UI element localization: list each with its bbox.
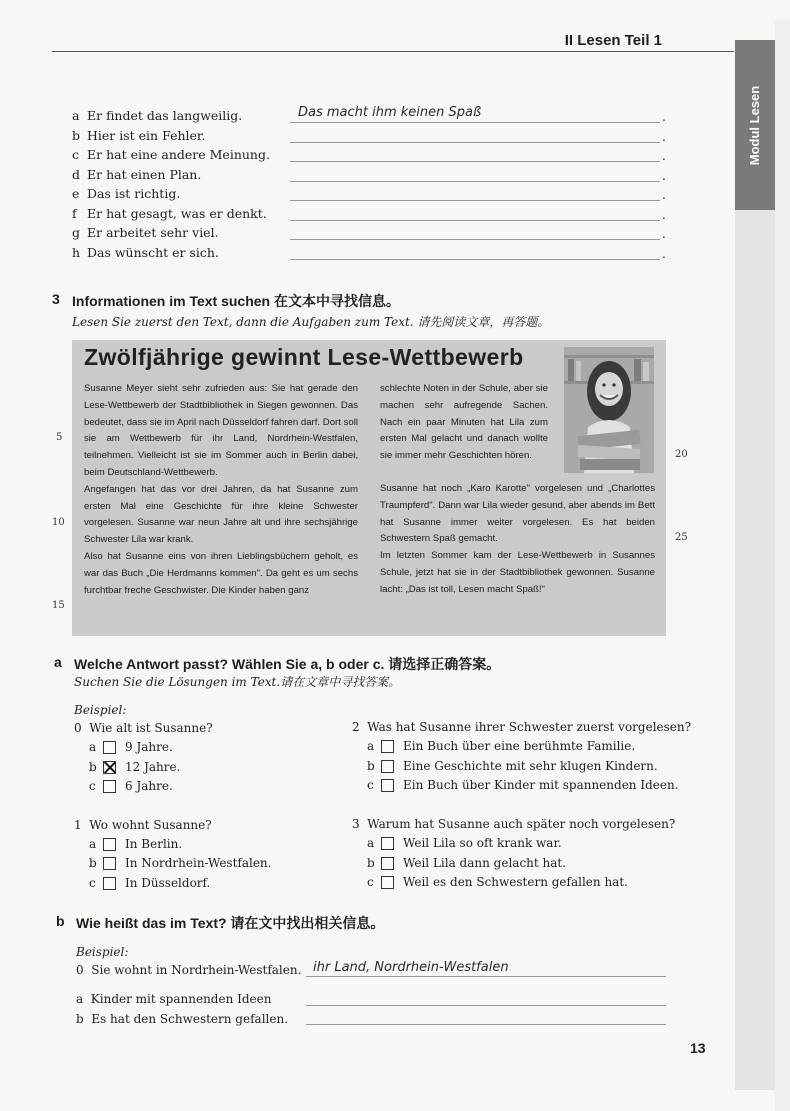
article-photo [564, 347, 654, 473]
checkbox[interactable] [381, 857, 394, 870]
answer-line[interactable] [290, 200, 660, 201]
article-paragraph: Im letzten Sommer kam der Lese-Wettbewerb in Susannes Schule, jetzt hat sie in der Stadtbibliothek gewonnen. Susanne lacht: „Das ist toll, Lesen macht Spaß!" [380, 550, 655, 595]
example-label: Beispiel: [74, 703, 127, 717]
question: 0 Wie alt ist Susanne? [74, 721, 213, 735]
answer-line[interactable] [290, 142, 660, 143]
option[interactable]: b 12 Jahre. [89, 760, 181, 774]
exercise-item: b Hier ist ein Fehler. [72, 128, 206, 143]
answer-line[interactable] [290, 161, 660, 162]
task-a-label: a [54, 654, 62, 670]
question: 3 Warum hat Susanne auch später noch vorgelesen? [352, 817, 676, 831]
checkbox[interactable] [103, 838, 116, 851]
page-number: 13 [690, 1040, 706, 1056]
answer-line[interactable] [290, 181, 660, 182]
task-a-title: Welche Antwort passt? Wählen Sie a, b oder c. 请选择正确答案。 [74, 656, 501, 672]
line-number: 10 [52, 517, 65, 528]
answer-line[interactable] [306, 1024, 666, 1025]
answer-line[interactable] [290, 239, 660, 240]
section-title: Informationen im Text suchen 在文本中寻找信息。 [72, 293, 400, 309]
article-column-2a [380, 381, 548, 465]
task-a-instruction: Suchen Sie die Lösungen im Text.请在文章中寻找答案。 [74, 675, 401, 689]
checkbox[interactable] [381, 876, 394, 889]
answer-line[interactable] [290, 122, 660, 123]
article-paragraph: Susanne hat noch „Karo Karotte" vorgelesen und „Charlottes Traumpferd". Dann war Lila wieder gesund, aber abends im Bett hat Susanne immer weiter vorgelesen. Es hat beiden Schwestern Spaß gemacht. [380, 483, 655, 545]
exercise-item: h Das wünscht er sich. [72, 245, 219, 260]
article-paragraph: Angefangen hat das vor drei Jahren, da hat Susanne zum ersten Mal eine Geschichte für ihre kleine Schwester vorgelesen. Susanne war neun Jahre alt und ihre sechsjährige Schwester Lila war krank. [84, 483, 358, 546]
answer-dot: . [662, 227, 666, 241]
option[interactable]: c In Düsseldorf. [89, 876, 211, 890]
exercise-item: a Er findet das langweilig. [72, 108, 243, 123]
handwritten-answer: Das macht ihm keinen Spaß [298, 105, 482, 120]
example-item: 0 Sie wohnt in Nordrhein-Westfalen. [76, 963, 302, 977]
task-b-item: a Kinder mit spannenden Ideen [76, 992, 272, 1006]
answer-dot: . [662, 208, 666, 222]
checkbox[interactable] [103, 857, 116, 870]
task-b-title: Wie heißt das im Text? 请在文中找出相关信息。 [76, 915, 385, 931]
section-number: 3 [52, 291, 60, 307]
checkbox[interactable] [103, 877, 116, 890]
option[interactable]: c 6 Jahre. [89, 779, 173, 793]
line-number: 25 [675, 532, 688, 543]
answer-dot: . [662, 149, 666, 163]
task-b-label: b [56, 913, 65, 929]
exercise-item: d Er hat einen Plan. [72, 167, 202, 182]
option[interactable]: a In Berlin. [89, 837, 183, 851]
answer-dot: . [662, 130, 666, 144]
checkbox[interactable] [103, 741, 116, 754]
option[interactable]: a 9 Jahre. [89, 740, 173, 754]
option[interactable]: b In Nordrhein-Westfalen. [89, 856, 272, 870]
handwritten-answer: ihr Land, Nordrhein-Westfalen [313, 960, 509, 975]
checkbox[interactable] [381, 837, 394, 850]
exercise-item: e Das ist richtig. [72, 186, 181, 201]
answer-dot: . [662, 110, 666, 124]
answer-dot: . [662, 188, 666, 202]
side-margin-strip [735, 210, 775, 1090]
header-rule [52, 51, 734, 52]
option[interactable]: a Ein Buch über eine berühmte Familie. [367, 739, 636, 753]
question: 1 Wo wohnt Susanne? [74, 818, 212, 832]
checkbox[interactable] [103, 780, 116, 793]
running-title: II Lesen Teil 1 [564, 32, 662, 49]
answer-line [306, 976, 666, 977]
answer-line[interactable] [290, 220, 660, 221]
answer-dot: . [662, 169, 666, 183]
article-paragraph: Susanne Meyer sieht sehr zufrieden aus: Sie hat gerade den Lese-Wettbewerb der Stadtbibliothek in Siegen gewonnen. Das bedeutet, dass sie im April nach Düsseldorf fahren darf. Dort soll sie am Wettbewerb für ihr Land, Nordrhein-Westfalen, teilnehmen. Vielleicht ist sie im Sommer auch in Berlin dabei, beim Deutschland-Wettbewerb. [84, 383, 358, 478]
line-number: 20 [675, 449, 688, 460]
answer-line[interactable] [290, 259, 660, 260]
side-tab-label: Modul Lesen [747, 85, 763, 165]
section-instruction: Lesen Sie zuerst den Text, dann die Aufgaben zum Text. 请先阅读文章，再答题。 [72, 315, 550, 329]
option[interactable]: b Weil Lila dann gelacht hat. [367, 856, 567, 870]
answer-line[interactable] [306, 1005, 666, 1006]
example-label: Beispiel: [76, 945, 129, 959]
checkbox[interactable] [381, 760, 394, 773]
exercise-item: c Er hat eine andere Meinung. [72, 147, 270, 162]
checkbox[interactable] [381, 740, 394, 753]
checkbox[interactable] [381, 779, 394, 792]
task-b-item: b Es hat den Schwestern gefallen. [76, 1012, 289, 1026]
option[interactable]: b Eine Geschichte mit sehr klugen Kindern. [367, 759, 658, 773]
girl-photo-illustration [564, 347, 654, 473]
article-paragraph: Also hat Susanne eins von ihren Lieblingsbüchern geholt, es war das Buch „Die Herdmanns kommen". Da geht es um sechs furchtbar freche Geschwister. Die Kinder haben ganz [84, 550, 358, 596]
article-column-2b [380, 481, 655, 599]
option[interactable]: c Ein Buch über Kinder mit spannenden Ideen. [367, 778, 679, 792]
answer-dot: . [662, 247, 666, 261]
exercise-item: f Er hat gesagt, was er denkt. [72, 206, 267, 221]
exercise-item: g Er arbeitet sehr viel. [72, 225, 219, 240]
page-edge [775, 20, 790, 1111]
question: 2 Was hat Susanne ihrer Schwester zuerst vorgelesen? [352, 720, 692, 734]
article-title: Zwölfjährige gewinnt Lese-Wettbewerb [84, 344, 524, 370]
line-number: 15 [52, 600, 65, 611]
article-column-1 [84, 381, 358, 599]
option[interactable]: a Weil Lila so oft krank war. [367, 836, 562, 850]
option[interactable]: c Weil es den Schwestern gefallen hat. [367, 875, 628, 889]
line-number: 5 [56, 432, 63, 443]
checkbox-checked[interactable] [103, 761, 116, 774]
article-paragraph: schlechte Noten in der Schule, aber sie machen sehr aufregende Sachen. Nach ein paar Minuten hat Lila zum ersten Mal gelacht und danach wollte sie immer mehr Geschichten hören. [380, 383, 548, 462]
